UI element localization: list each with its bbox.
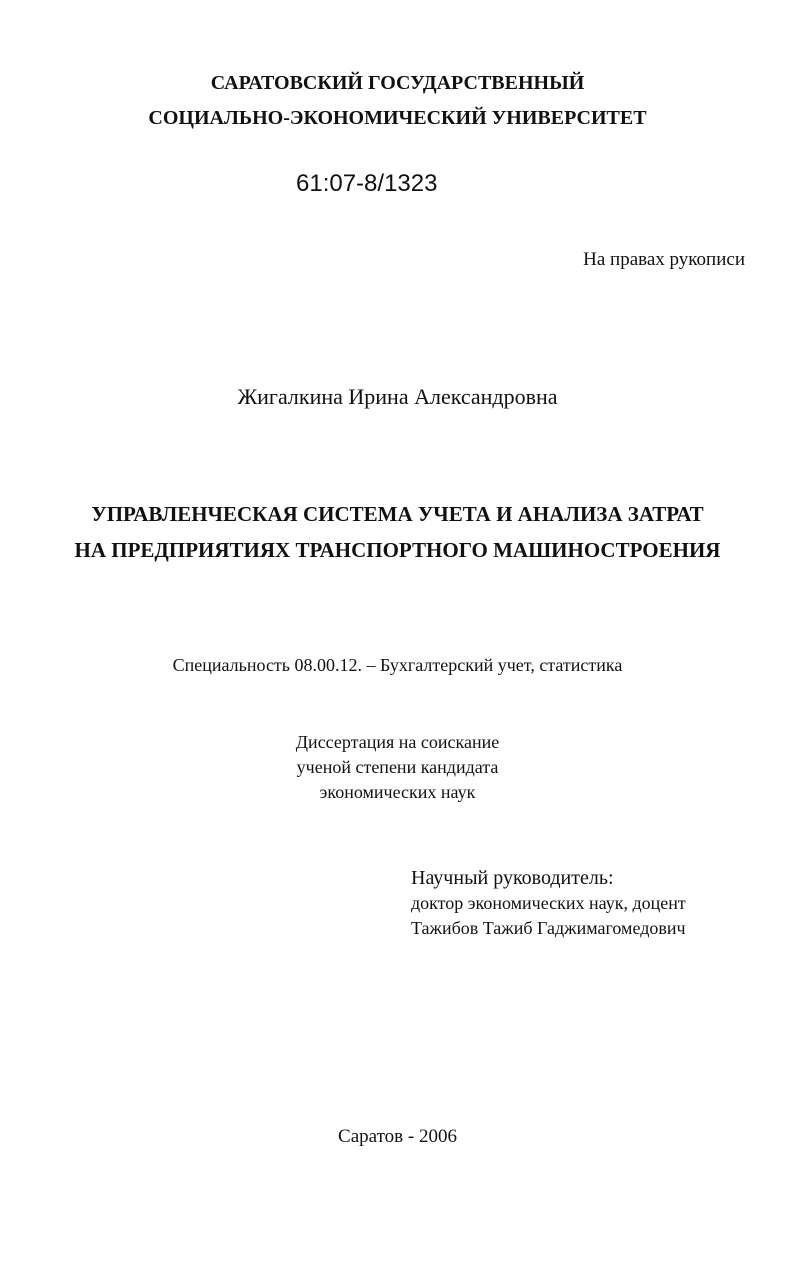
thesis-title-line-1: УПРАВЛЕНЧЕСКАЯ СИСТЕМА УЧЕТА И АНАЛИЗА ЗАТРАТ (91, 502, 704, 526)
rights-note: На правах рукописи (583, 249, 745, 270)
advisor-heading: Научный руководитель: (411, 867, 614, 889)
specialty: Специальность 08.00.12. – Бухгалтерский учет, статистика (172, 655, 623, 675)
dissertation-line-1: Диссертация на соискание (295, 732, 500, 752)
dissertation-line-3: экономических наук (319, 782, 476, 802)
university-name-line-1: САРАТОВСКИЙ ГОСУДАРСТВЕННЫЙ (210, 72, 585, 94)
thesis-title-line-2: НА ПРЕДПРИЯТИЯХ ТРАНСПОРТНОГО МАШИНОСТРОЕНИЯ (74, 538, 721, 562)
advisor-degree: доктор экономических наук, доцент (411, 893, 686, 913)
catalog-code: 61:07-8/1323 (296, 170, 438, 197)
university-name-line-2: СОЦИАЛЬНО-ЭКОНОМИЧЕСКИЙ УНИВЕРСИТЕТ (148, 107, 647, 129)
advisor-name: Тажибов Тажиб Гаджимагомедович (411, 918, 686, 938)
dissertation-line-2: ученой степени кандидата (296, 757, 499, 777)
author-name: Жигалкина Ирина Александровна (237, 384, 558, 409)
city-year: Саратов - 2006 (338, 1126, 457, 1147)
